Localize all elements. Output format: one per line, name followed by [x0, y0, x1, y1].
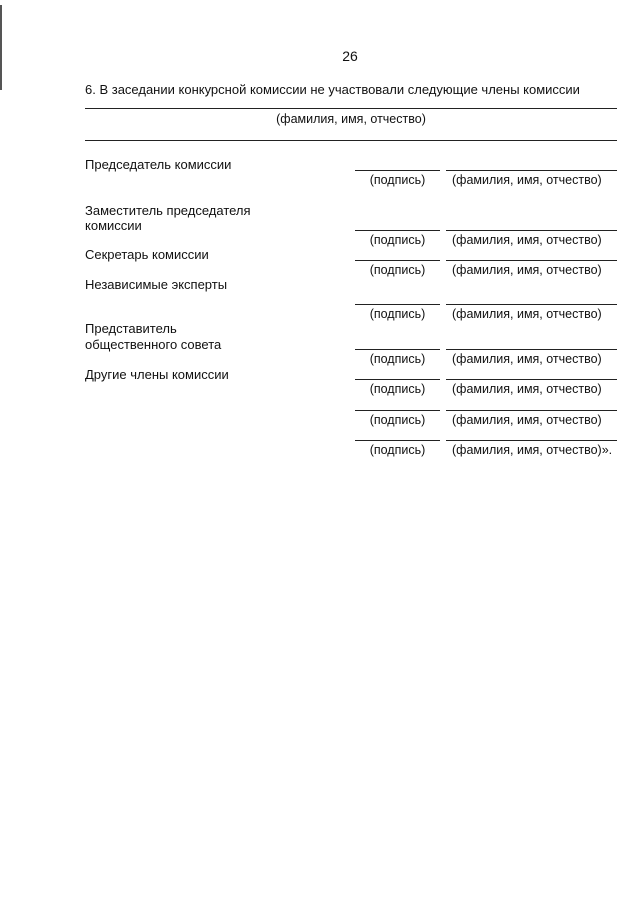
signature-hint: (подпись): [369, 352, 426, 366]
signature-line: [355, 349, 440, 350]
signature-hint: (подпись): [369, 443, 426, 457]
signature-hint: (подпись): [369, 307, 426, 321]
name-line: [446, 260, 617, 261]
fio-hint: (фамилия, имя, отчество): [276, 112, 426, 126]
role-deputy-line1: Заместитель председателя: [85, 203, 251, 218]
signature-line: [355, 230, 440, 231]
name-hint-last: (фамилия, имя, отчество)».: [452, 443, 613, 457]
name-line: [446, 170, 617, 171]
name-line: [446, 349, 617, 350]
page-number: 26: [342, 48, 358, 64]
name-line: [446, 304, 617, 305]
signature-hint: (подпись): [369, 413, 426, 427]
signature-line: [355, 260, 440, 261]
signature-hint: (подпись): [369, 263, 426, 277]
name-line: [446, 379, 617, 380]
role-chairman: Председатель комиссии: [85, 157, 232, 172]
name-hint: (фамилия, имя, отчество): [452, 233, 602, 247]
name-hint: (фамилия, имя, отчество): [452, 263, 602, 277]
role-other-members: Другие члены комиссии: [85, 367, 229, 382]
name-hint: (фамилия, имя, отчество): [452, 382, 602, 396]
signature-line: [355, 170, 440, 171]
signature-hint: (подпись): [369, 173, 426, 187]
name-hint: (фамилия, имя, отчество): [452, 413, 602, 427]
signature-hint: (подпись): [369, 233, 426, 247]
name-line: [446, 230, 617, 231]
fio-fill-line-2: [85, 140, 617, 141]
role-deputy-line2: комиссии: [85, 218, 142, 233]
name-hint: (фамилия, имя, отчество): [452, 173, 602, 187]
name-line: [446, 440, 617, 441]
role-secretary: Секретарь комиссии: [85, 247, 209, 262]
name-hint: (фамилия, имя, отчество): [452, 352, 602, 366]
role-representative-line1: Представитель: [85, 321, 177, 336]
role-experts: Независимые эксперты: [85, 277, 228, 292]
signature-line: [355, 440, 440, 441]
signature-line: [355, 379, 440, 380]
name-hint: (фамилия, имя, отчество): [452, 307, 602, 321]
name-line: [446, 410, 617, 411]
signature-line: [355, 304, 440, 305]
signature-hint: (подпись): [369, 382, 426, 396]
signature-line: [355, 410, 440, 411]
role-representative-line2: общественного совета: [85, 337, 222, 352]
fio-fill-line: [85, 108, 617, 109]
section-heading: 6. В заседании конкурсной комиссии не участвовали следующие члены комиссии: [85, 82, 580, 97]
